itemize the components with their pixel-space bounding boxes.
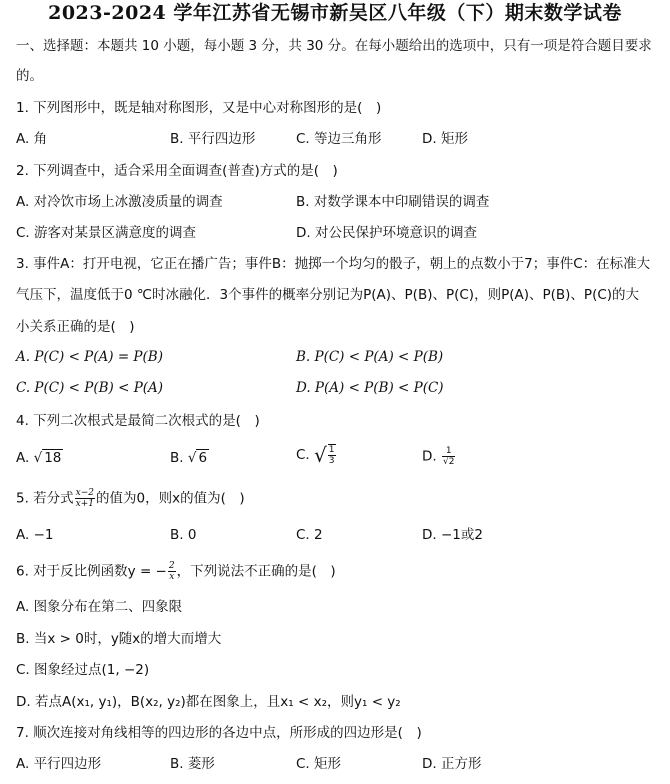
q5-option-a: A. −1 [16, 527, 54, 543]
q7-option-c: C. 矩形 [296, 756, 342, 772]
q5-option-c: C. 2 [296, 527, 323, 543]
q6-stem-prefix: 6. 对于反比例函数y = − [16, 563, 167, 580]
q4-option-a-prefix: A. [16, 450, 34, 466]
q5-fraction-denominator: x+1 [75, 499, 95, 509]
q1-option-b: B. 平行四边形 [170, 131, 256, 147]
q4-option-d-fraction [442, 446, 455, 467]
q3-option-a [16, 347, 163, 367]
q4-option-c-numerator: 1 [328, 445, 335, 455]
q6-fraction-numerator: 2 [168, 561, 175, 571]
q3-option-b [296, 347, 443, 367]
q7-stem: 7. 顺次连接对角线相等的四边形的各边中点，所形成的四边形是( ) [16, 725, 422, 741]
exam-title: 2023-2024 学年江苏省无锡市新吴区八年级（下）期末数学试卷 [48, 2, 622, 24]
q5-stem-suffix: 的值为0，则x的值为( ) [96, 490, 245, 507]
q4-option-c-fraction [328, 444, 336, 466]
q6-option-b: B. 当x > 0时，y随x的增大而增大 [16, 631, 222, 647]
q5-stem-prefix: 5. 若分式 [16, 490, 74, 507]
sqrt-symbol: √ [314, 443, 327, 467]
q5-option-b: B. 0 [170, 527, 197, 543]
q4-option-d-prefix: D. [422, 448, 441, 465]
q7-option-b: B. 菱形 [170, 756, 215, 772]
q4-option-a [16, 448, 63, 468]
q5-fraction-numerator: x−2 [75, 488, 95, 498]
q2-option-a: A. 对冷饮市场上冰激凌质量的调查 [16, 194, 223, 210]
q4-option-d-denominator: √2 [442, 457, 455, 467]
q5-fraction [75, 488, 95, 509]
q3-option-c-text: C. P(C) < P(B) < P(A) [16, 380, 164, 396]
q4-option-b-radicand: 6 [198, 450, 208, 466]
q5-option-d: D. −1或2 [422, 527, 483, 543]
q6-option-a: A. 图象分布在第二、四象限 [16, 599, 183, 615]
q6-fraction-denominator: x [169, 572, 175, 582]
q4-stem: 4. 下列二次根式是最简二次根式的是( ) [16, 413, 260, 429]
sqrt-symbol: √ 6 [187, 450, 208, 466]
q3-option-d [296, 378, 444, 398]
q4-option-d-numerator: 1 [442, 446, 455, 457]
section-instructions-line2: 的。 [16, 68, 43, 84]
q3-stem-line2: 气压下，温度低于0 ℃时冰融化．3个事件的概率分别记为P(A)、P(B)、P(C)，则P(A)、P(B)、P(C)的大 [16, 287, 640, 303]
q4-option-c [296, 444, 337, 466]
q2-stem: 2. 下列调查中，适合采用全面调查(普查)方式的是( ) [16, 163, 338, 179]
q4-option-c-denominator: 3 [328, 456, 335, 466]
q5-stem [16, 488, 245, 509]
q4-option-d [422, 446, 456, 467]
q1-stem: 1. 下列图形中，既是轴对称图形，又是中心对称图形的是( ) [16, 100, 382, 116]
q1-option-a: A. 角 [16, 131, 48, 147]
q6-option-d: D. 若点A(x₁, y₁)，B(x₂, y₂)都在图象上，且x₁ < x₂，则y₁ < y₂ [16, 694, 401, 710]
q3-option-d-text: D. P(A) < P(B) < P(C) [296, 380, 444, 396]
sqrt-symbol: √ 18 [33, 450, 62, 466]
q3-option-b-text: B. P(C) < P(A) < P(B) [296, 349, 444, 365]
q6-stem [16, 561, 336, 582]
q2-option-d: D. 对公民保护环境意识的调查 [296, 225, 477, 241]
q6-stem-suffix: ，下列说法不正确的是( ) [176, 563, 336, 580]
q1-option-d: D. 矩形 [422, 131, 468, 147]
q6-fraction [168, 561, 176, 582]
q3-option-a-text: A. P(C) < P(A) = P(B) [16, 349, 163, 365]
q7-option-d: D. 正方形 [422, 756, 482, 772]
q4-option-c-prefix: C. [296, 447, 315, 463]
q4-option-a-radicand: 18 [44, 450, 62, 466]
q4-option-b [170, 448, 209, 468]
q4-option-b-prefix: B. [170, 450, 188, 466]
section-instructions-line1: 一、选择题：本题共 10 小题，每小题 3 分，共 30 分。在每小题给出的选项中，只有一项是符合题目要求 [16, 38, 652, 54]
q1-option-c: C. 等边三角形 [296, 131, 382, 147]
q3-stem-line3: 小关系正确的是( ) [16, 319, 135, 335]
q3-stem-line1: 3. 事件A：打开电视，它正在播广告；事件B：抛掷一个均匀的骰子，朝上的点数小于7；事件C：在标准大 [16, 256, 651, 272]
q2-option-c: C. 游客对某景区满意度的调查 [16, 225, 197, 241]
q6-option-c: C. 图象经过点(1, −2) [16, 662, 150, 678]
q3-option-c [16, 378, 163, 398]
q2-option-b: B. 对数学课本中印刷错误的调查 [296, 194, 490, 210]
q7-option-a: A. 平行四边形 [16, 756, 102, 772]
